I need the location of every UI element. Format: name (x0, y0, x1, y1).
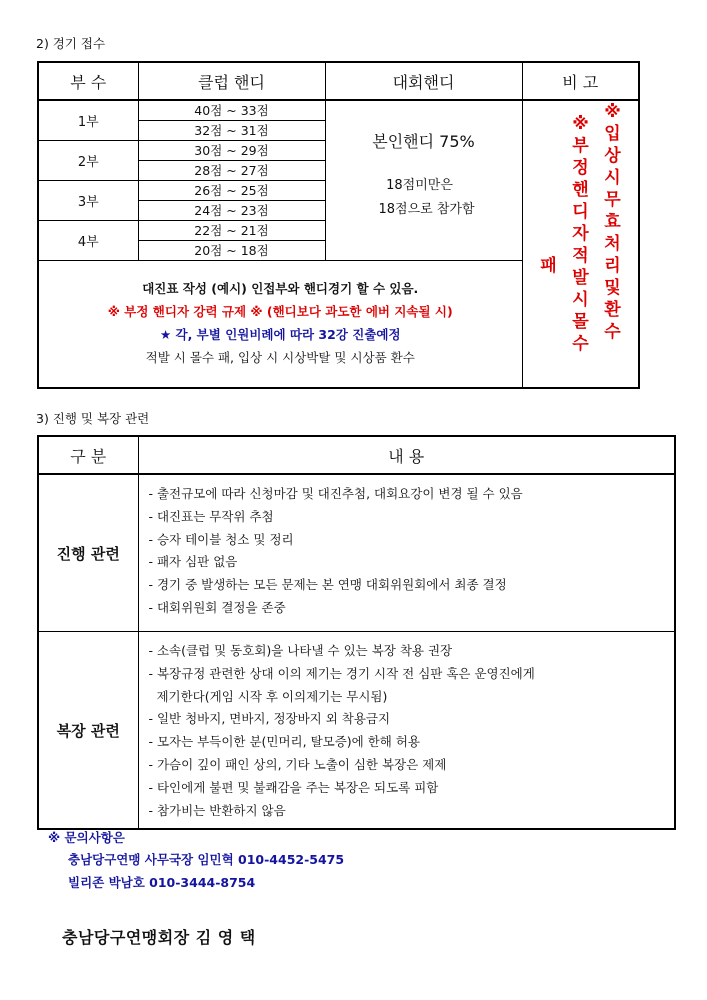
division-4: 4부 (38, 221, 138, 261)
remarks-vertical-text (523, 101, 639, 387)
remarks-char: 효 (604, 212, 621, 232)
remarks-char: 처 (604, 234, 621, 254)
category-progress: 진행 관련 (38, 474, 138, 632)
signature: 충남당구연맹회장 김 영 택 (62, 928, 256, 947)
division-2: 2부 (38, 141, 138, 181)
list-item: - 대진표는 무작위 추첨 (148, 508, 274, 524)
remarks-char: 수 (604, 322, 621, 342)
progress-dress-table (37, 435, 676, 830)
list-item: - 패자 심판 없음 (148, 554, 238, 570)
note-line-3: ★ 각, 부별 인원비례에 따라 32강 진출예정 (159, 327, 401, 342)
list-item: - 참가비는 반환하지 않음 (148, 802, 286, 818)
range-cell: 26점 ~ 25점 (138, 181, 325, 201)
list-item: - 출전규모에 따라 신청마감 및 대진추첨, 대회요강이 변경 될 수 있음 (148, 486, 523, 501)
remarks-char: 및 (604, 278, 621, 298)
header-event-handicap: 대회핸디 (325, 62, 522, 100)
contact-heading: ※ 문의사항은 (48, 830, 125, 845)
dress-content (138, 632, 675, 830)
range-cell: 32점 ~ 31점 (138, 121, 325, 141)
remarks-char: 몰 (572, 312, 589, 332)
remarks-column-2 (571, 113, 591, 355)
list-item: - 일반 청바지, 면바지, 정장바지 외 착용금지 (148, 711, 391, 727)
header-category: 구 분 (38, 436, 138, 474)
dress-list (149, 640, 675, 822)
remarks-char: 입 (604, 124, 621, 144)
remarks-column-3 (603, 101, 623, 343)
list-item: - 승자 테이블 청소 및 정리 (148, 531, 294, 547)
section2-title: 2) 경기 접수 (36, 36, 106, 51)
header-content: 내 용 (138, 436, 675, 474)
note-line-1: 대진표 작성 (예시) 인접부와 핸디경기 할 수 있음. (142, 281, 419, 296)
list-item: - 타인에게 불편 및 불쾌감을 주는 복장은 되도록 피함 (148, 779, 439, 795)
range-cell: 30점 ~ 29점 (138, 141, 325, 161)
remarks-char: ※ (604, 102, 621, 122)
remarks-char: 리 (604, 256, 621, 276)
list-item: - 모자는 부득이한 분(민머리, 탈모증)에 한해 허용 (148, 734, 421, 750)
header-club-handicap: 클럽 핸디 (138, 62, 325, 100)
remarks-char: 적 (572, 246, 589, 266)
list-item: - 대회위원회 결정을 존중 (148, 599, 286, 615)
contact-line-2: 빌리존 박남호 010-3444-8754 (68, 875, 256, 890)
notes-cell (38, 261, 522, 389)
remarks-cell (522, 100, 639, 388)
range-cell: 22점 ~ 21점 (138, 221, 325, 241)
remarks-char: 디 (572, 202, 589, 222)
contact-line-1: 충남당구연맹 사무국장 임민혁 010-4452-5475 (68, 852, 345, 867)
event-handicap-main: 본인핸디 75% (372, 132, 475, 151)
remarks-column-1 (539, 255, 559, 277)
remarks-char: 발 (572, 268, 589, 288)
category-dress: 복장 관련 (38, 632, 138, 830)
note-line-2: ※ 부정 핸디자 강력 규제 ※ (핸디보다 과도한 에버 지속될 시) (107, 304, 453, 319)
note-line-4: 적발 시 몰수 패, 입상 시 시상박탈 및 시상품 환수 (145, 350, 415, 365)
list-item: - 경기 중 발생하는 모든 문제는 본 연맹 대회위원회에서 최종 결정 (148, 577, 507, 593)
remarks-char: 상 (604, 146, 621, 166)
list-item: 제기한다(게임 시작 후 이의제기는 무시됨) (148, 688, 388, 704)
remarks-char: 핸 (572, 180, 589, 200)
remarks-char: 자 (572, 224, 589, 244)
progress-content (138, 474, 675, 632)
division-1: 1부 (38, 100, 138, 141)
range-cell: 28점 ~ 27점 (138, 161, 325, 181)
list-item: - 소속(클럽 및 동호회)을 나타낼 수 있는 복장 착용 권장 (148, 643, 453, 658)
range-cell: 40점 ~ 33점 (138, 100, 325, 121)
list-item: - 가슴이 깊이 패인 상의, 기타 노출이 심한 복장은 제제 (148, 756, 447, 772)
remarks-char: 시 (604, 168, 621, 188)
section3-title: 3) 진행 및 복장 관련 (36, 411, 150, 426)
remarks-char: 무 (604, 190, 621, 210)
header-division: 부 수 (38, 62, 138, 100)
remarks-char: 시 (572, 290, 589, 310)
list-item: - 복장규정 관련한 상대 이의 제기는 경기 시작 전 심판 혹은 운영진에게 (148, 665, 535, 681)
event-handicap-note-1: 18점미만은 (386, 178, 453, 193)
range-cell: 24점 ~ 23점 (138, 201, 325, 221)
remarks-char: 정 (572, 158, 589, 178)
event-handicap-note-2: 18점으로 참가함 (378, 202, 475, 217)
event-handicap-cell (325, 100, 522, 261)
competition-entry-table (37, 61, 640, 389)
header-remarks: 비 고 (522, 62, 639, 100)
remarks-char: ※ (572, 114, 589, 134)
remarks-char: 패 (540, 256, 557, 276)
division-3: 3부 (38, 181, 138, 221)
progress-list (149, 483, 675, 620)
remarks-char: 환 (604, 300, 621, 320)
remarks-char: 부 (572, 136, 589, 156)
remarks-char: 수 (572, 334, 589, 354)
range-cell: 20점 ~ 18점 (138, 241, 325, 261)
